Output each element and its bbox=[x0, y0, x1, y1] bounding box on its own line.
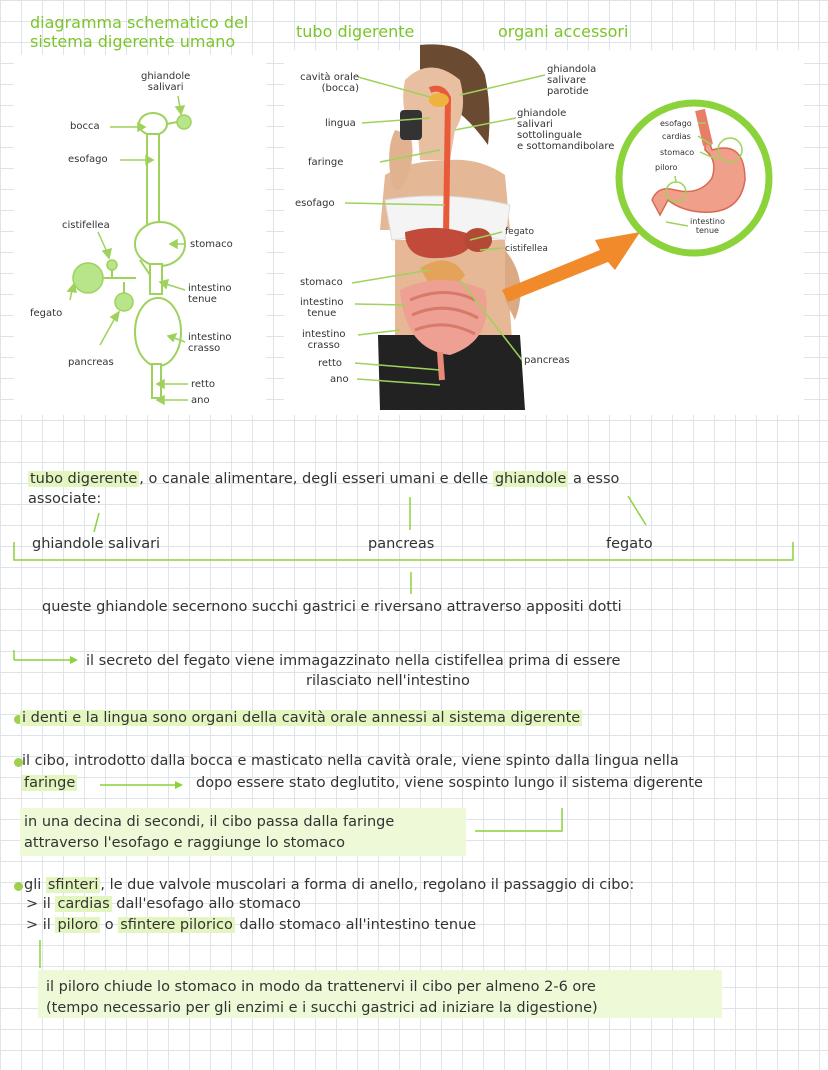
schem-label-pancreas: pancreas bbox=[68, 357, 114, 368]
body-label-large-int-2: crasso bbox=[307, 340, 340, 351]
sph-text-a: gli bbox=[24, 877, 46, 893]
schem-label-stomach: stomaco bbox=[190, 239, 233, 250]
gland-salivary: ghiandole salivari bbox=[32, 536, 161, 552]
zoom-label-pylorus: piloro bbox=[655, 163, 678, 172]
body-label-gallbladder: cistifellea bbox=[505, 244, 548, 254]
intro-term-glands: ghiandole bbox=[494, 471, 567, 487]
pil-text-c: o bbox=[100, 917, 119, 933]
food-term-pharynx bbox=[22, 774, 77, 793]
body-label-sub-1: ghiandole bbox=[517, 108, 567, 119]
pylorus-line bbox=[26, 916, 476, 935]
food-line2: dopo essere stato deglutito, viene sospinto lungo il sistema digerente bbox=[196, 775, 703, 791]
body-label-pharynx: faringe bbox=[308, 157, 344, 168]
body-label-sub-4: e sottomandibolare bbox=[517, 141, 615, 152]
card-term: cardias bbox=[57, 896, 110, 912]
seconds-line1: in una decina di secondi, il cibo passa dalla faringe bbox=[24, 814, 395, 830]
zoom-label-small-int-2: tenue bbox=[695, 226, 719, 235]
bullet-sphincters bbox=[14, 882, 23, 891]
body-label-rectum: retto bbox=[318, 358, 343, 369]
schem-label-esophagus: esofago bbox=[68, 154, 108, 165]
food-term-pharynx-text: faringe bbox=[24, 775, 76, 791]
body-label-esophagus: esofago bbox=[295, 198, 335, 209]
schem-label-salivary-2: salivari bbox=[147, 82, 184, 93]
schem-label-mouth: bocca bbox=[70, 121, 100, 132]
pil-text-e: dallo stomaco all'intestino tenue bbox=[234, 917, 477, 933]
schem-label-salivary-1: ghiandole bbox=[141, 71, 191, 82]
pil-term-2: sfintere pilorico bbox=[120, 917, 233, 933]
intro-line2: associate: bbox=[28, 491, 102, 507]
pil-term: piloro bbox=[57, 917, 99, 933]
sph-term: sfinteri bbox=[47, 877, 99, 893]
schem-label-gallbladder: cistifellea bbox=[62, 220, 110, 231]
schematic-title-line2: sistema digerente umano bbox=[30, 32, 236, 51]
liver-note-line2: rilasciato nell'intestino bbox=[306, 673, 470, 689]
liver-note-line1: il secreto del fegato viene immagazzinato nella cistifellea prima di essere bbox=[86, 653, 621, 669]
zoom-label-small-int-1: intestino bbox=[690, 217, 725, 226]
card-text-c: dall'esofago allo stomaco bbox=[111, 896, 301, 912]
seconds-line2: attraverso l'esofago e raggiunge lo stomaco bbox=[24, 835, 346, 851]
body-label-sub-3: sottolinguale bbox=[517, 130, 582, 141]
body-label-liver: fegato bbox=[505, 227, 534, 237]
body-label-anus: ano bbox=[330, 374, 349, 385]
body-label-pancreas: pancreas bbox=[524, 355, 570, 366]
zoom-label-cardias: cardias bbox=[662, 132, 691, 141]
accessory-title: organi accessori bbox=[498, 22, 629, 41]
body-label-oral-1: cavità orale bbox=[300, 72, 359, 83]
zoom-label-stomach: stomaco bbox=[660, 148, 695, 157]
schem-label-small-int-2: tenue bbox=[188, 294, 217, 305]
sph-text-c: , le due valvole muscolari a forma di anello, regolano il passaggio di cibo: bbox=[100, 877, 635, 893]
tube-title: tubo digerente bbox=[296, 22, 415, 41]
body-label-sub-2: salivari bbox=[517, 119, 553, 130]
teeth-note-text: i denti e la lingua sono organi della cavità orale annessi al sistema digerente bbox=[22, 710, 581, 726]
body-label-stomach: stomaco bbox=[300, 277, 343, 288]
body-label-tongue: lingua bbox=[325, 118, 356, 129]
body-label-oral-2: (bocca) bbox=[321, 83, 359, 94]
pylorus-note-line2: (tempo necessario per gli enzimi e i succhi gastrici ad iniziare la digestione) bbox=[46, 1000, 598, 1016]
teeth-note bbox=[20, 709, 582, 728]
sphincter-line bbox=[24, 876, 634, 895]
schem-label-anus: ano bbox=[191, 395, 210, 406]
intro-term-tube: tubo digerente bbox=[30, 471, 138, 487]
intro-text-d: a esso bbox=[568, 471, 620, 487]
body-label-small-int-1: intestino bbox=[300, 297, 344, 308]
body-label-parotid-3: parotide bbox=[547, 86, 589, 97]
body-label-parotid-2: salivare bbox=[547, 75, 586, 86]
schem-label-large-int-1: intestino bbox=[188, 332, 232, 343]
card-text-a: > il bbox=[26, 896, 56, 912]
intro-text-b: , o canale alimentare, degli esseri umani e delle bbox=[139, 471, 493, 487]
body-label-small-int-2: tenue bbox=[307, 308, 337, 319]
gland-liver: fegato bbox=[606, 536, 653, 552]
body-label-parotid-1: ghiandola bbox=[547, 64, 597, 75]
schem-label-large-int-2: crasso bbox=[188, 343, 221, 354]
schem-label-small-int-1: intestino bbox=[188, 283, 232, 294]
gland-pancreas: pancreas bbox=[368, 536, 435, 552]
secrete-note: queste ghiandole secernono succhi gastrici e riversano attraverso appositi dotti bbox=[42, 599, 622, 615]
body-label-large-int-1: intestino bbox=[302, 329, 346, 340]
schem-label-rectum: retto bbox=[191, 379, 216, 390]
schem-label-liver: fegato bbox=[30, 308, 63, 319]
zoom-label-esophagus: esofago bbox=[660, 119, 692, 128]
food-line1: il cibo, introdotto dalla bocca e masticato nella cavità orale, viene spinto dalla lingua nella bbox=[22, 753, 679, 769]
pil-text-a: > il bbox=[26, 917, 56, 933]
pylorus-note-line1: il piloro chiude lo stomaco in modo da trattenervi il cibo per almeno 2-6 ore bbox=[46, 979, 596, 995]
cardias-line bbox=[26, 895, 301, 914]
schematic-title-line1: diagramma schematico del bbox=[30, 13, 249, 32]
